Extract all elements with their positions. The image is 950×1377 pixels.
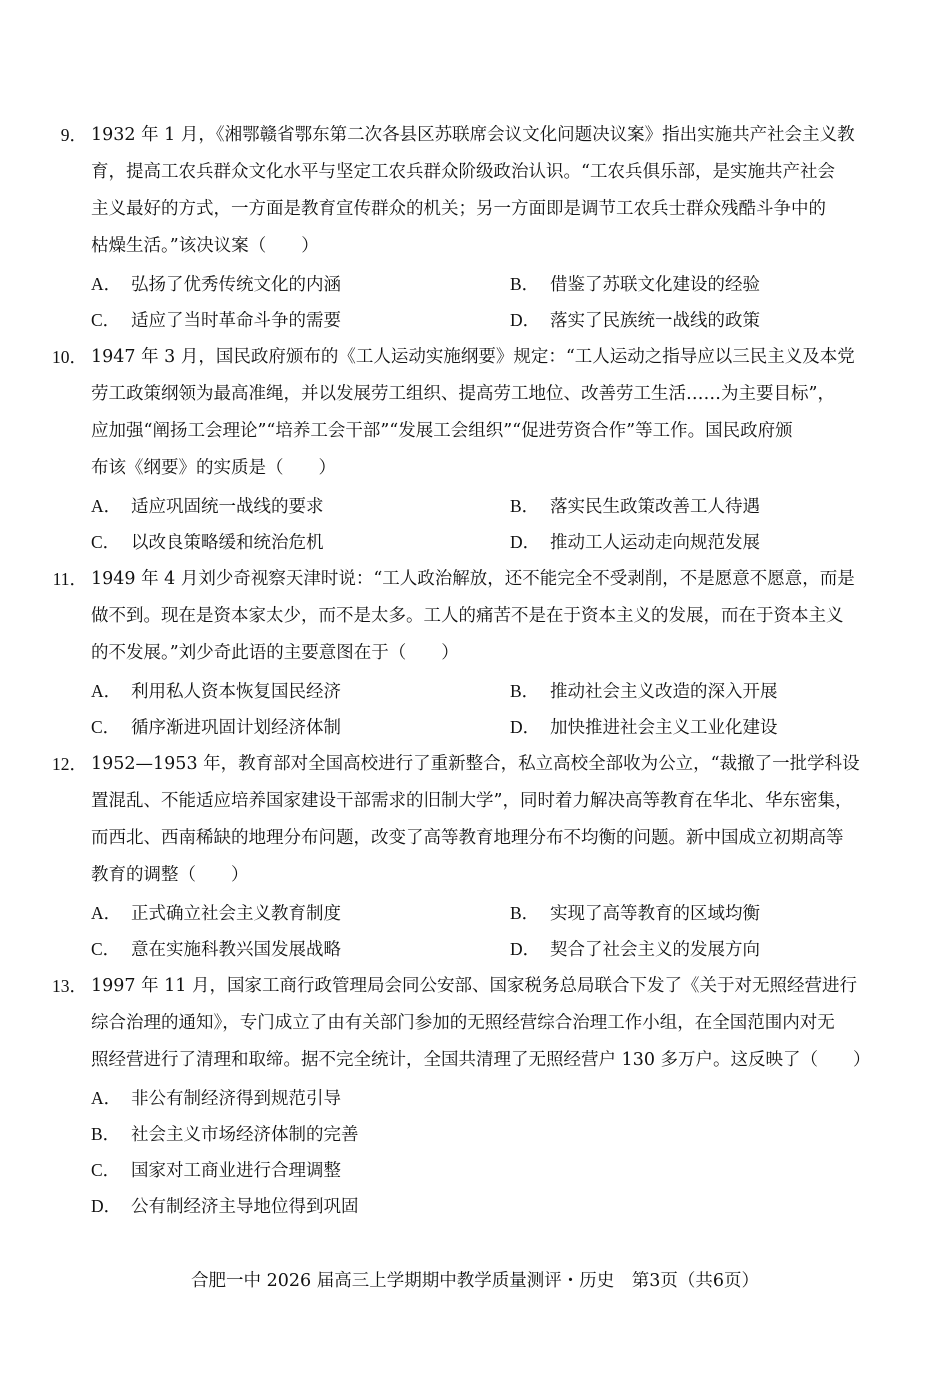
option-text: 意在实施科教兴国发展战略 [131, 940, 341, 960]
question-number: 11． [52, 569, 87, 589]
page-footer: 合肥一中 2026 届高三上学期期中教学质量测评・历史 第3页（共6页） [191, 1271, 759, 1291]
option-letter: C． [91, 1160, 121, 1180]
option-c[interactable] [91, 931, 341, 967]
question-number: 9． [60, 125, 87, 145]
option-text: 正式确立社会主义教育制度 [131, 904, 341, 924]
option-letter: A． [91, 274, 122, 294]
question-text-line: 教育的调整（ ） [91, 865, 249, 885]
question-text-line: 1997 年 11 月，国家工商行政管理局会同公安部、国家税务总局联合下发了《关于对无照经营进行 [91, 976, 857, 996]
option-b[interactable] [510, 488, 760, 524]
option-text: 加快推进社会主义工业化建设 [550, 718, 778, 738]
option-letter: B． [510, 681, 540, 701]
question-text-line: 布该《纲要》的实质是（ ） [91, 458, 336, 478]
option-c[interactable] [91, 524, 324, 560]
option-a[interactable] [91, 488, 324, 524]
option-text: 适应了当时革命斗争的需要 [131, 311, 341, 331]
option-d[interactable] [510, 931, 760, 967]
option-letter: D． [510, 532, 541, 552]
option-text: 契合了社会主义的发展方向 [550, 940, 760, 960]
option-text: 推动工人运动走向规范发展 [550, 533, 760, 553]
question-text-line: 照经营进行了清理和取缔。据不完全统计，全国共清理了无照经营户 130 多万户。这反映了（ ） [91, 1050, 871, 1070]
option-b[interactable] [91, 1116, 359, 1152]
option-text: 循序渐进巩固计划经济体制 [131, 718, 341, 738]
option-text: 非公有制经济得到规范引导 [131, 1089, 341, 1109]
option-text: 实现了高等教育的区域均衡 [550, 904, 760, 924]
question-text-line: 做不到。现在是资本家太少，而不是太多。工人的痛苦不是在于资本主义的发展，而在于资本主义 [91, 606, 844, 626]
option-text: 公有制经济主导地位得到巩固 [131, 1197, 359, 1217]
option-text: 国家对工商业进行合理调整 [131, 1161, 341, 1181]
option-text: 弘扬了优秀传统文化的内涵 [131, 275, 341, 295]
option-letter: A． [91, 496, 122, 516]
option-a[interactable] [91, 895, 341, 931]
question-number: 10． [52, 347, 87, 367]
question-text-line: 而西北、西南稀缺的地理分布问题，改变了高等教育地理分布不均衡的问题。新中国成立初期高等 [91, 828, 844, 848]
option-c[interactable] [91, 302, 341, 338]
option-c[interactable] [91, 1152, 341, 1188]
option-d[interactable] [510, 709, 778, 745]
option-letter: A． [91, 903, 122, 923]
option-text: 落实民生政策改善工人待遇 [550, 497, 760, 517]
question-text-line: 置混乱、不能适应培养国家建设干部需求的旧制大学”，同时着力解决高等教育在华北、华东密集， [91, 791, 853, 811]
option-letter: C． [91, 310, 121, 330]
option-letter: C． [91, 717, 121, 737]
option-d[interactable] [510, 302, 760, 338]
option-a[interactable] [91, 673, 341, 709]
option-text: 借鉴了苏联文化建设的经验 [550, 275, 760, 295]
question-text-line: 应加强“阐扬工会理论”“培养工会干部”“发展工会组织”“促进劳资合作”等工作。国民政府颁 [91, 421, 793, 441]
question-text-line: 枯燥生活。”该决议案（ ） [91, 236, 319, 256]
option-text: 适应巩固统一战线的要求 [131, 497, 324, 517]
question-text-line: 综合治理的通知》，专门成立了由有关部门参加的无照经营综合治理工作小组，在全国范围内对无 [91, 1013, 835, 1033]
option-letter: D． [510, 310, 541, 330]
option-b[interactable] [510, 895, 760, 931]
option-letter: A． [91, 1088, 122, 1108]
option-letter: B． [510, 274, 540, 294]
question-text-line: 1932 年 1 月，《湘鄂赣省鄂东第二次各县区苏联席会议文化问题决议案》指出实施共产社会主义教 [91, 125, 855, 145]
option-letter: A． [91, 681, 122, 701]
option-letter: B． [91, 1124, 121, 1144]
option-text: 落实了民族统一战线的政策 [550, 311, 760, 331]
option-letter: D． [91, 1196, 122, 1216]
option-letter: D． [510, 717, 541, 737]
option-text: 以改良策略缓和统治危机 [131, 533, 324, 553]
option-b[interactable] [510, 673, 778, 709]
question-number: 13． [52, 976, 87, 996]
option-b[interactable] [510, 266, 760, 302]
option-letter: B． [510, 903, 540, 923]
option-d[interactable] [91, 1188, 359, 1224]
option-letter: D． [510, 939, 541, 959]
question-text-line: 1952—1953 年，教育部对全国高校进行了重新整合，私立高校全部收为公立，“裁撤了一批学科设 [91, 754, 860, 774]
question-text-line: 劳工政策纲领为最高准绳，并以发展劳工组织、提高劳工地位、改善劳工生活……为主要目标”， [91, 384, 835, 404]
option-text: 利用私人资本恢复国民经济 [131, 682, 341, 702]
option-text: 推动社会主义改造的深入开展 [550, 682, 778, 702]
option-c[interactable] [91, 709, 341, 745]
question-text-line: 育，提高工农兵群众文化水平与坚定工农兵群众阶级政治认识。“工农兵俱乐部，是实施共产社会 [91, 162, 835, 182]
question-text-line: 主义最好的方式，一方面是教育宣传群众的机关；另一方面即是调节工农兵士群众残酷斗争中的 [91, 199, 826, 219]
question-text-line: 1947 年 3 月，国民政府颁布的《工人运动实施纲要》规定：“工人运动之指导应以三民主义及本党 [91, 347, 855, 367]
option-a[interactable] [91, 1080, 341, 1116]
question-number: 12． [52, 754, 87, 774]
option-letter: C． [91, 939, 121, 959]
option-text: 社会主义市场经济体制的完善 [131, 1125, 359, 1145]
option-d[interactable] [510, 524, 760, 560]
option-a[interactable] [91, 266, 341, 302]
option-letter: B． [510, 496, 540, 516]
question-text-line: 1949 年 4 月刘少奇视察天津时说：“工人政治解放，还不能完全不受剥削，不是愿意不愿意，而是 [91, 569, 855, 589]
question-text-line: 的不发展。”刘少奇此语的主要意图在于（ ） [91, 643, 459, 663]
option-letter: C． [91, 532, 121, 552]
